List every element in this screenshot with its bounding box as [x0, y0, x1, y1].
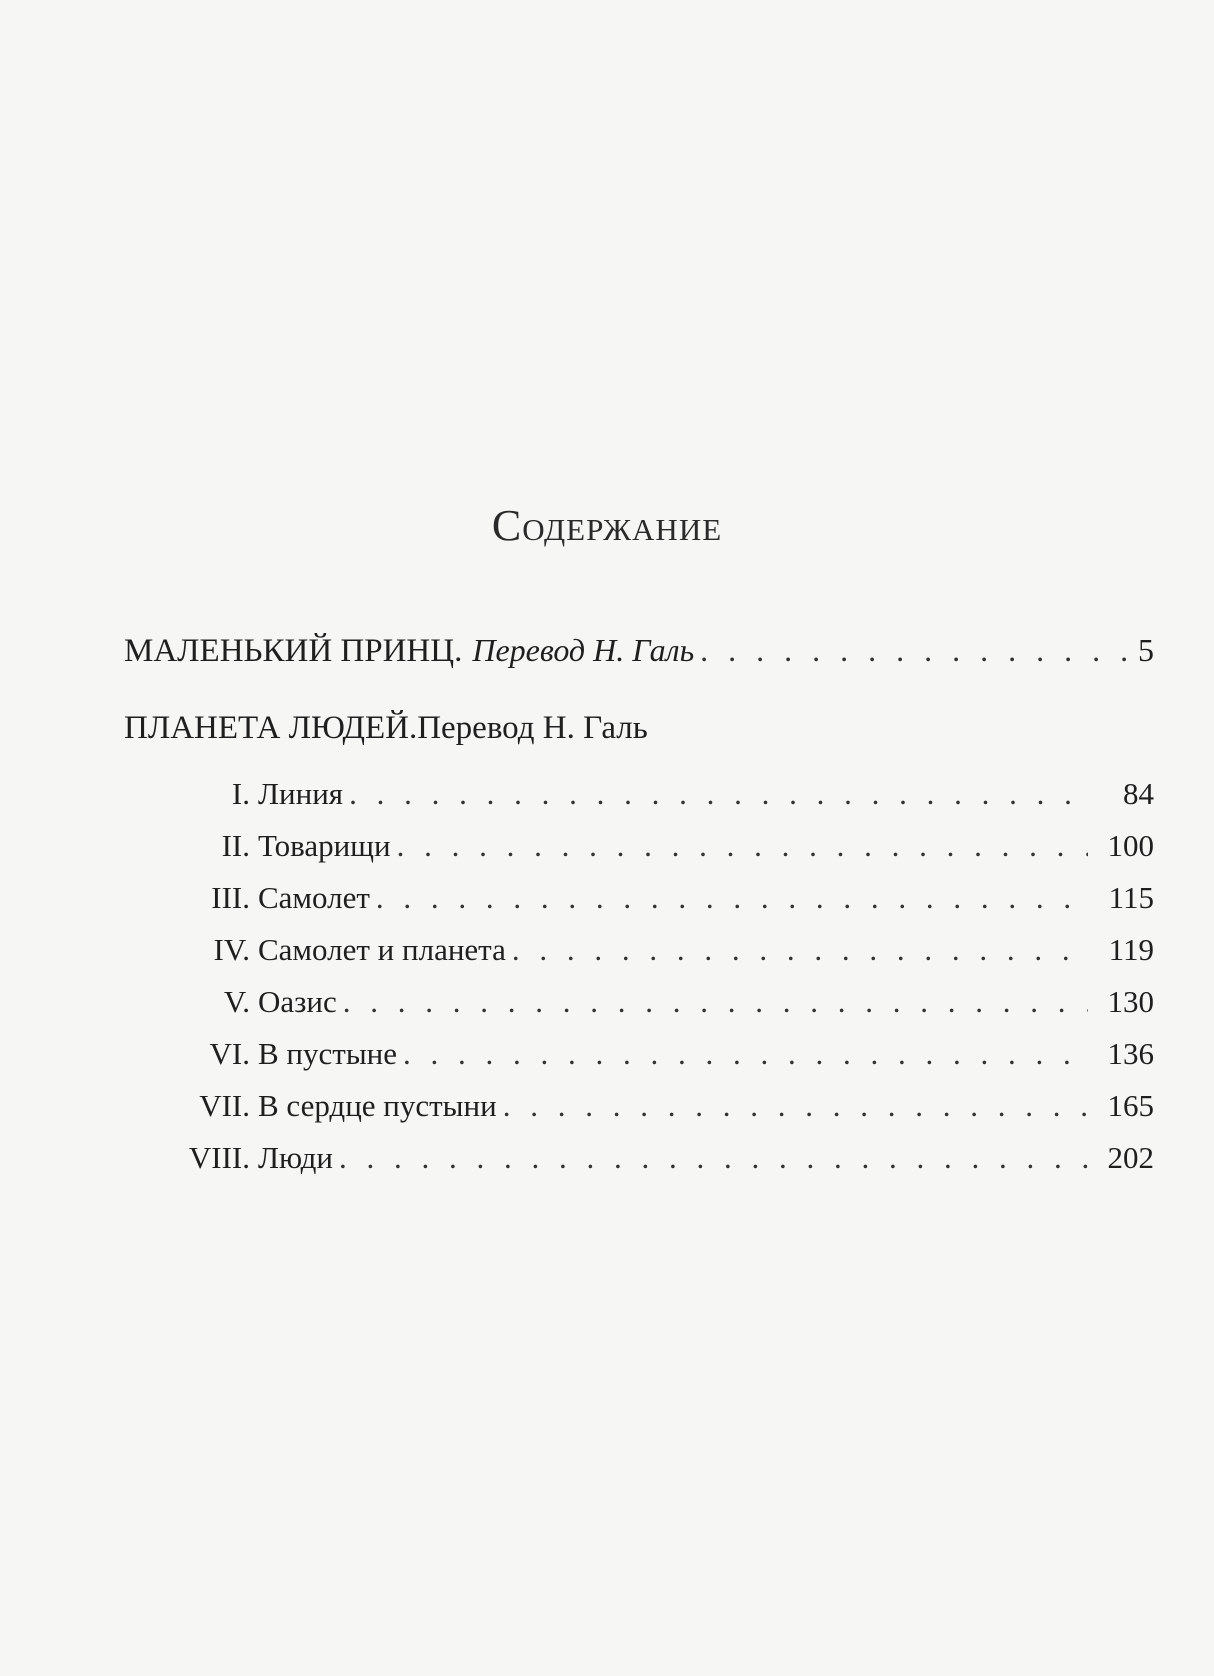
entry-title: МАЛЕНЬКИЙ ПРИНЦ. [124, 633, 463, 669]
chapter-page-number: 136 [1107, 1036, 1154, 1071]
chapter-title: Оазис [258, 984, 337, 1019]
dot-leader [700, 630, 1132, 670]
part-title: ПЛАНЕТА ЛЮДЕЙ. [124, 710, 418, 746]
toc-chapter-8[interactable] [150, 1138, 1154, 1178]
dot-leader [376, 878, 1088, 918]
dot-leader [343, 982, 1088, 1022]
dot-leader [339, 1138, 1088, 1178]
toc-chapter-5[interactable] [150, 982, 1154, 1022]
chapter-number: II. [221, 828, 250, 863]
chapter-page-number: 130 [1107, 984, 1154, 1019]
dot-leader [397, 826, 1088, 866]
part-translator: Перевод Н. Галь [417, 710, 648, 746]
chapter-page-number: 165 [1107, 1088, 1154, 1123]
dot-leader [349, 774, 1088, 814]
chapter-page-number: 100 [1107, 828, 1154, 863]
chapter-page-number: 115 [1108, 880, 1154, 915]
chapter-number: III. [211, 880, 250, 915]
chapter-title: Линия [258, 776, 344, 811]
toc-chapter-3[interactable] [150, 878, 1154, 918]
toc-chapter-2[interactable] [150, 826, 1154, 866]
chapter-number: IV. [213, 932, 250, 967]
toc-chapter-6[interactable] [150, 1034, 1154, 1074]
chapter-number: I. [231, 776, 250, 811]
chapter-number: V. [223, 984, 250, 1019]
chapter-number: VI. [209, 1036, 250, 1071]
chapter-title: Товарищи [258, 828, 391, 863]
dot-leader [503, 1086, 1088, 1126]
chapter-page-number: 119 [1108, 932, 1154, 967]
toc-chapter-1[interactable] [150, 774, 1154, 814]
chapter-title: Самолет [258, 880, 370, 915]
toc-chapter-7[interactable] [150, 1086, 1154, 1126]
chapter-title: В сердце пустыни [258, 1088, 497, 1123]
chapter-number: VIII. [188, 1140, 250, 1175]
entry-translator: Перевод Н. Галь [472, 632, 695, 668]
chapter-number: VII. [199, 1088, 250, 1123]
toc-heading: Содержание [491, 501, 723, 550]
chapter-title: Люди [258, 1140, 333, 1175]
entry-page-number: 5 [1138, 632, 1154, 668]
toc-chapter-4[interactable] [150, 930, 1154, 970]
dot-leader [512, 930, 1088, 970]
chapter-title: В пустыне [258, 1036, 398, 1071]
dot-leader [403, 1034, 1088, 1074]
chapter-title: Самолет и планета [258, 932, 506, 967]
toc-entry-little-prince[interactable] [124, 630, 1154, 671]
chapter-page-number: 202 [1107, 1140, 1154, 1175]
toc-part-heading[interactable] [124, 708, 648, 748]
chapter-page-number: 84 [1123, 776, 1154, 811]
